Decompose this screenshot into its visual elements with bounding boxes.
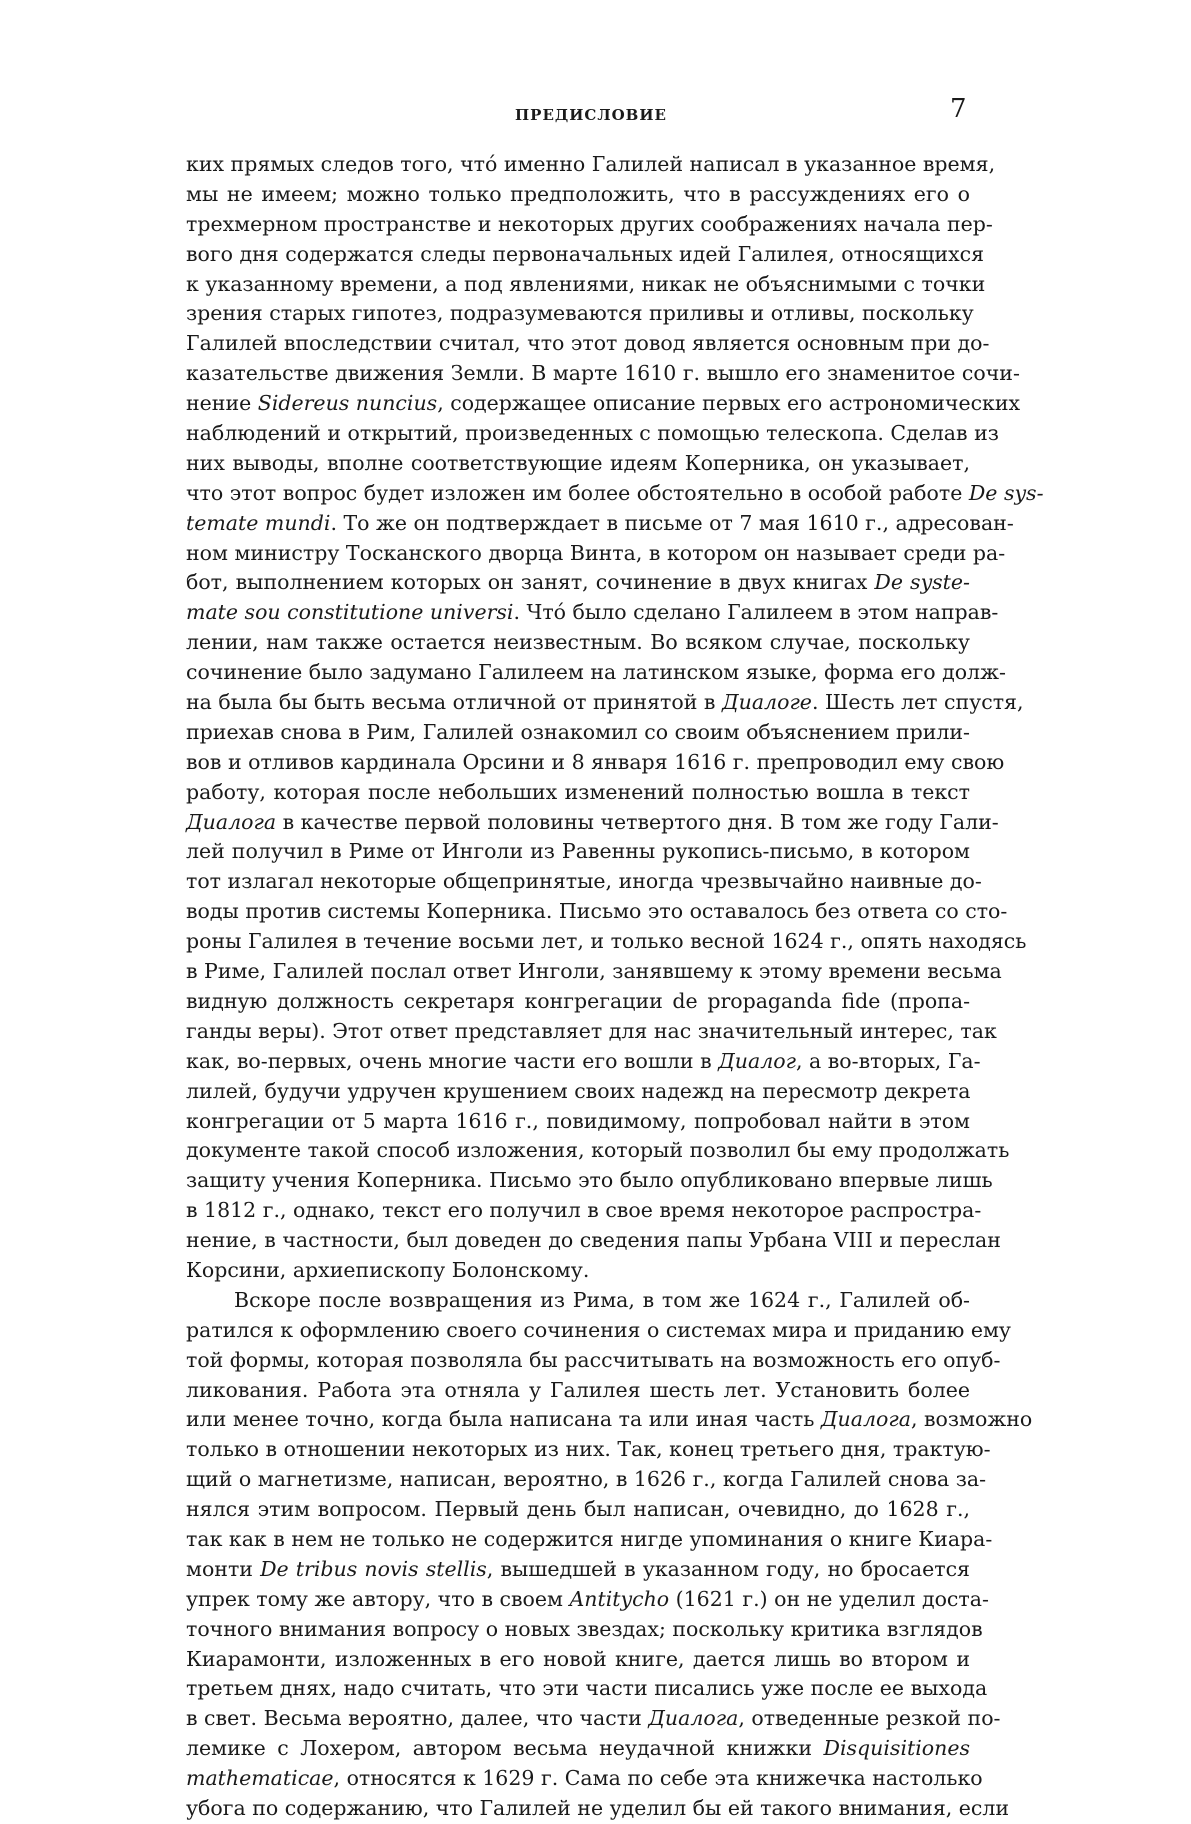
text-run: в Риме, Галилей послал ответ Инголи, занявшему к этому времени весьма (186, 959, 1002, 984)
text-run: лении, нам также остается неизвестным. Во всяком случае, поскольку (186, 630, 970, 655)
text-run: как, во-первых, очень многие части его вошли в (186, 1048, 719, 1073)
italic-title: Antitycho (569, 1586, 670, 1611)
text-line (186, 987, 970, 1017)
text-line (186, 1077, 970, 1107)
text-line (186, 1794, 1010, 1824)
text-line (186, 1495, 970, 1525)
text-line (186, 1256, 970, 1286)
text-run: тот излагал некоторые общепринятые, иногда чрезвычайно наивные до- (186, 869, 982, 894)
text-run: , а во-вторых, Га- (796, 1048, 981, 1073)
text-run: Киарамонти, изложенных в его новой книге, дается лишь во втором и (186, 1646, 970, 1671)
text-run: . То же он подтверждает в письме от 7 мая 1610 г., адресован- (330, 510, 1014, 535)
text-line (186, 927, 1027, 957)
italic-title: Диалога (648, 1706, 739, 1731)
text-line (186, 897, 1008, 927)
text-line (186, 1286, 970, 1316)
text-run: вого дня содержатся следы первоначальных идей Галилея, относящихся (186, 241, 985, 266)
text-run: казательстве движения Земли. В марте 1610 г. вышло его знаменитое сочи- (186, 361, 1020, 386)
text-line (186, 1704, 1001, 1734)
text-line (186, 1764, 983, 1794)
text-run: лемике с Лохером, автором весьма неудачной книжки (186, 1736, 824, 1761)
text-run: Галилей впоследствии считал, что этот довод является основным при до- (186, 331, 990, 356)
page-number: 7 (950, 94, 967, 124)
text-line (186, 658, 1006, 688)
italic-title: Sidereus nuncius (257, 391, 438, 416)
text-line (186, 1645, 970, 1675)
text-line (186, 957, 1002, 987)
italic-title: De tribus novis stellis (260, 1556, 487, 1581)
text-run: конгрегации от 5 марта 1616 г., повидимому, попробовал найти в этом (186, 1108, 970, 1133)
text-line (186, 1435, 991, 1465)
text-run: лей получил в Риме от Инголи из Равенны рукопись-письмо, в котором (186, 839, 970, 864)
text-line (186, 1734, 970, 1764)
text-run: ких прямых следов того, чтó именно Галилей написал в указанное время, (186, 152, 996, 176)
text-run: в 1812 г., однако, текст его получил в свое время некоторое распростра- (186, 1198, 982, 1223)
text-run: той формы, которая позволяла бы рассчитывать на возможность его опуб- (186, 1347, 1001, 1372)
italic-title: Диалоге (721, 690, 812, 715)
text-run: сочинение было задумано Галилеем на латинском языке, форма его долж- (186, 660, 1006, 685)
text-run: зрения старых гипотез, подразумеваются приливы и отливы, поскольку (186, 301, 974, 326)
text-line (186, 1674, 988, 1704)
text-line (186, 270, 986, 300)
text-line (186, 1196, 982, 1226)
text-line (186, 808, 999, 838)
text-line (186, 1107, 970, 1137)
italic-title: Диалога (186, 809, 277, 834)
text-line (186, 1585, 989, 1615)
text-line (186, 389, 1021, 419)
text-run: воды против системы Коперника. Письмо это оставалось без ответа со сто- (186, 899, 1008, 924)
text-line (186, 1316, 1011, 1346)
text-run: , возможно (910, 1407, 1033, 1432)
text-line (186, 180, 970, 210)
text-line (186, 1166, 993, 1196)
text-line (186, 748, 1005, 778)
text-line (186, 1017, 997, 1047)
text-run: защиту учения Коперника. Письмо это было опубликовано впервые лишь (186, 1168, 993, 1193)
text-run: . Шесть лет спустя, (811, 690, 1024, 715)
body-text (186, 150, 1044, 1824)
text-run: монти (186, 1556, 261, 1581)
text-run: на была бы быть весьма отличной от принятой в (186, 690, 722, 715)
text-run: упрек тому же автору, что в своем (186, 1586, 570, 1611)
text-line (186, 837, 970, 867)
text-line (186, 1615, 983, 1645)
text-run: нение (186, 391, 258, 416)
text-line (186, 240, 985, 270)
text-line (186, 598, 999, 628)
text-run: Корсини, архиепископу Болонскому. (186, 1257, 590, 1282)
text-line (186, 1555, 970, 1585)
text-line (186, 568, 970, 598)
text-line (186, 1376, 970, 1406)
text-line (186, 718, 970, 748)
text-line (186, 778, 970, 808)
italic-title: De sys- (968, 480, 1044, 505)
text-line (186, 1525, 993, 1555)
italic-title: Диалог (718, 1048, 796, 1073)
text-line (186, 419, 999, 449)
text-line (186, 688, 1024, 718)
text-run: так как в нем не только не содержится нигде упоминания о книге Киара- (186, 1526, 993, 1551)
italic-title: mathematicae (186, 1766, 334, 1791)
text-line (186, 150, 996, 180)
text-run: что этот вопрос будет изложен им более обстоятельно в особой работе (186, 480, 969, 505)
text-run: . Чтó было сделано Галилеем в этом направ- (513, 600, 999, 625)
text-run: (1621 г.) он не уделил доста- (669, 1586, 989, 1611)
text-run: роны Галилея в течение восьми лет, и только весной 1624 г., опять находясь (186, 929, 1027, 954)
text-line (186, 1346, 1001, 1376)
text-line (186, 449, 970, 479)
text-run: убога по содержанию, что Галилей не уделил бы ей такого внимания, если (186, 1795, 1010, 1820)
text-run: работу, которая после небольших изменений полностью вошла в текст (186, 779, 970, 804)
italic-title: De syste- (874, 570, 970, 595)
text-line (186, 1405, 1033, 1435)
text-line (186, 329, 990, 359)
text-run: них выводы, вполне соответствующие идеям Коперника, он указывает, (186, 450, 970, 475)
italic-title: Диалога (820, 1407, 911, 1432)
text-line (186, 1136, 1010, 1166)
italic-title: temate mundi (186, 510, 331, 535)
text-run: ганды веры). Этот ответ представляет для нас значительный интерес, так (186, 1018, 997, 1043)
text-line (186, 509, 1014, 539)
text-run: ратился к оформлению своего сочинения о системах мира и приданию ему (186, 1317, 1011, 1342)
text-run: трехмерном пространстве и некоторых других соображениях начала пер- (186, 211, 993, 236)
text-run: , содержащее описание первых его астрономических (437, 391, 1021, 416)
italic-title: mate sou constitutione universi (186, 600, 514, 625)
text-run: , относятся к 1629 г. Сама по себе эта книжечка настолько (333, 1766, 983, 1791)
text-line (186, 1465, 987, 1495)
text-run: вов и отливов кардинала Орсини и 8 января 1616 г. препроводил ему свою (186, 749, 1005, 774)
text-line (186, 539, 1006, 569)
running-head: ПРЕДИСЛОВИЕ (515, 106, 667, 124)
text-run: наблюдений и открытий, произведенных с помощью телескопа. Сделав из (186, 421, 999, 446)
text-line (186, 299, 974, 329)
text-line (186, 1047, 981, 1077)
text-line (186, 479, 1044, 509)
text-run: Вскоре после возвращения из Рима, в том же 1624 г., Галилей об- (234, 1287, 970, 1312)
text-run: ликования. Работа эта отняла у Галилея шесть лет. Установить более (186, 1377, 970, 1402)
text-run: , отведенные резкой по- (738, 1706, 1001, 1731)
text-run: нялся этим вопросом. Первый день был написан, очевидно, до 1628 г., (186, 1497, 970, 1522)
text-run: только в отношении некоторых из них. Так, конец третьего дня, трактую- (186, 1437, 991, 1462)
text-line (186, 867, 982, 897)
text-line (186, 1226, 1001, 1256)
text-line (186, 210, 993, 240)
text-line (186, 359, 1020, 389)
text-run: видную должность секретаря конгрегации de propaganda fide (пропа- (186, 988, 970, 1013)
text-line (186, 628, 970, 658)
text-run: к указанному времени, а под явлениями, никак не объяснимыми с точки (186, 271, 986, 296)
text-run: или менее точно, когда была написана та или иная часть (186, 1407, 821, 1432)
text-run: мы не имеем; можно только предположить, что в рассуждениях его о (186, 181, 970, 206)
text-run: в свет. Весьма вероятно, далее, что части (186, 1706, 649, 1731)
text-run: , вышедшей в указанном году, но бросается (486, 1556, 970, 1581)
text-run: лилей, будучи удручен крушением своих надежд на пересмотр декрета (186, 1078, 971, 1103)
text-run: нение, в частности, был доведен до сведения папы Урбана VIII и переслан (186, 1228, 1001, 1253)
text-run: в качестве первой половины четвертого дня. В том же году Гали- (276, 809, 999, 834)
italic-title: Disquisitiones (823, 1736, 970, 1761)
text-run: приехав снова в Рим, Галилей ознакомил со своим объяснением прили- (186, 719, 970, 744)
text-run: щий о магнетизме, написан, вероятно, в 1626 г., когда Галилей снова за- (186, 1467, 987, 1492)
text-run: документе такой способ изложения, который позволил бы ему продолжать (186, 1138, 1010, 1163)
text-run: бот, выполнением которых он занят, сочинение в двух книгах (186, 570, 875, 595)
text-run: третьем днях, надо считать, что эти части писались уже после ее выхода (186, 1676, 988, 1701)
text-run: точного внимания вопросу о новых звездах; поскольку критика взглядов (186, 1616, 983, 1641)
text-run: ном министру Тосканского дворца Винта, в котором он называет среди ра- (186, 540, 1006, 565)
